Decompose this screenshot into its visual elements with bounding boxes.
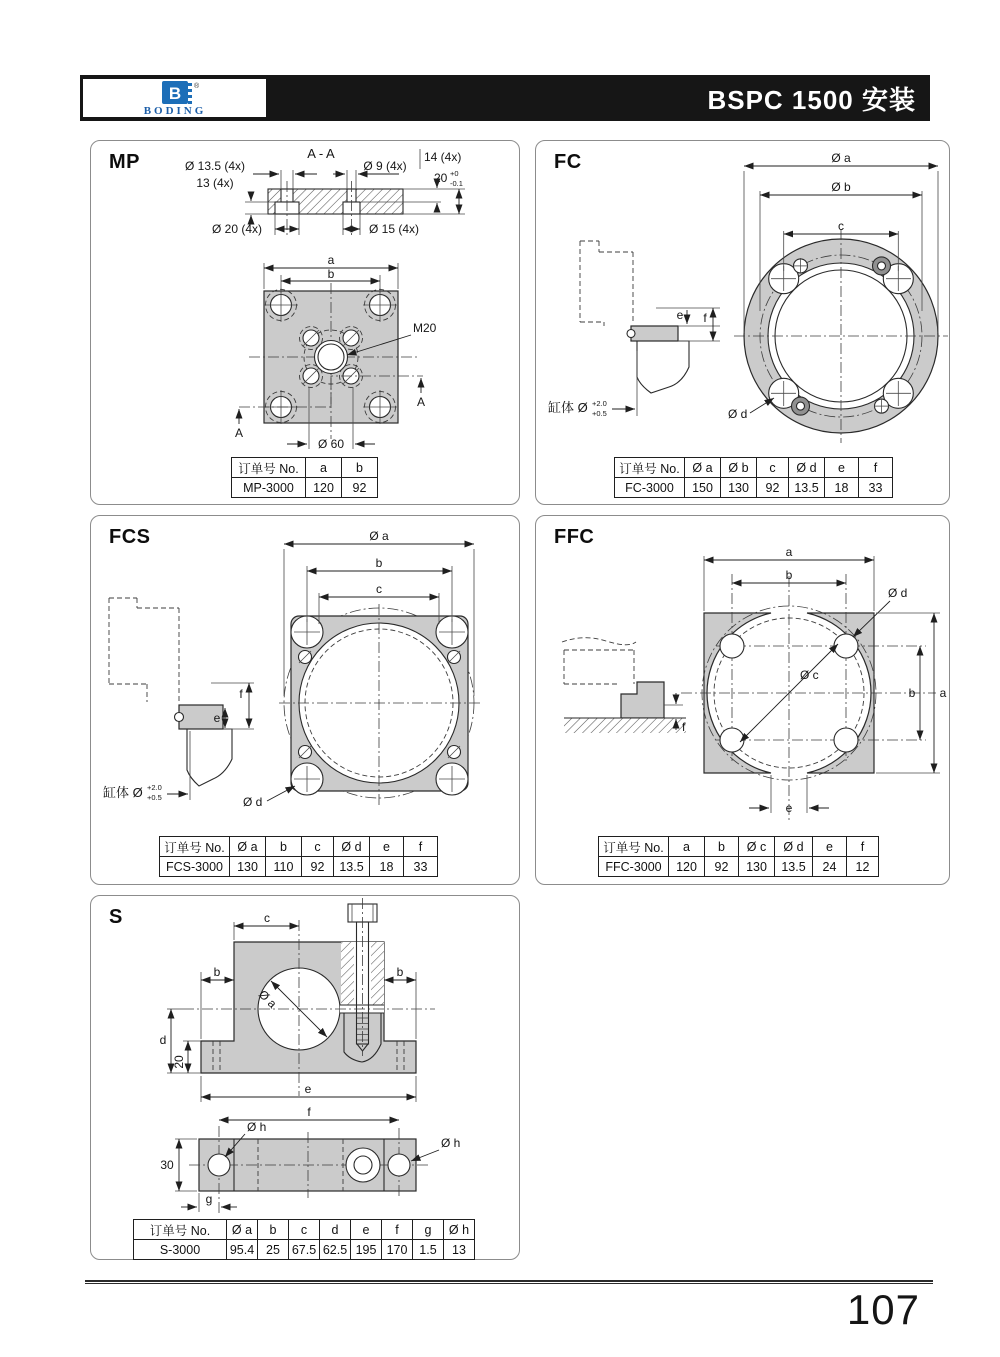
ffc-table [598, 836, 879, 877]
table-cell: 62.5 [320, 1240, 351, 1260]
table-header-cell: e [813, 837, 847, 857]
table-header-cell: d [320, 1220, 351, 1240]
table-cell: 130 [739, 857, 775, 877]
table-cell: 13 [444, 1240, 475, 1260]
mp-depth-14-label: 14 (4x) [424, 150, 462, 164]
fcs-drawing [91, 516, 521, 886]
table-cell: 92 [705, 857, 739, 877]
fc-table [614, 457, 893, 498]
s-dim-c-label: c [264, 911, 270, 925]
table-header-cell: c [757, 458, 789, 478]
fcs-side-view [103, 598, 254, 802]
table-header-cell: Ø a [227, 1220, 258, 1240]
table-cell: MP-3000 [232, 478, 306, 498]
table-cell: 150 [685, 478, 721, 498]
fc-drawing [536, 141, 951, 506]
table-header-cell: Ø d [334, 837, 370, 857]
s-dim-da-label: Ø a [255, 987, 280, 1011]
mp-thread-label: M20 [413, 321, 437, 335]
mp-section-a-left: A [234, 426, 244, 440]
ffc-table-data-row [599, 857, 879, 877]
table-header-cell: Ø d [789, 458, 825, 478]
table-cell: 18 [370, 857, 404, 877]
fcs-table-header-row [160, 837, 438, 857]
ffc-table-header-row [599, 837, 879, 857]
s-dim-dh-left-label: Ø h [247, 1120, 267, 1134]
table-cell: 110 [266, 857, 302, 877]
table-header-cell: f [859, 458, 893, 478]
ffc-dim-b-top-label: b [785, 568, 793, 582]
ffc-clamp-view [681, 545, 947, 821]
fcs-dim-e-label: e [213, 711, 221, 725]
table-cell: 13.5 [789, 478, 825, 498]
panel-mp [90, 140, 520, 505]
s-bottom-view [160, 1105, 460, 1214]
fcs-table [159, 836, 438, 877]
fc-bore-tol-lower: +0.5 [592, 409, 607, 418]
table-header-cell: Ø c [739, 837, 775, 857]
ffc-dim-a-top-label: a [785, 545, 793, 559]
fc-dim-e-label: e [676, 308, 684, 322]
table-cell: 24 [813, 857, 847, 877]
table-cell: 120 [306, 478, 342, 498]
mp-tol-lower-label: -0.1 [450, 179, 463, 188]
ffc-drawing [536, 516, 951, 886]
logo-brand-text: BODING [143, 105, 206, 116]
fc-dim-c-label: c [838, 219, 844, 233]
fcs-dim-f-label: f [239, 687, 243, 701]
table-header-cell: g [413, 1220, 444, 1240]
table-cell: 13.5 [775, 857, 813, 877]
table-header-cell: a [306, 458, 342, 478]
panel-fcs [90, 515, 520, 885]
table-header-cell: b [342, 458, 378, 478]
table-cell: 92 [757, 478, 789, 498]
fcs-dim-da-label: Ø a [369, 529, 389, 543]
page-header [80, 75, 930, 121]
mp-table-data-row [232, 478, 378, 498]
table-header-cell: 订单号 No. [615, 458, 685, 478]
fc-dim-f-label: f [703, 311, 707, 325]
boding-logo-icon [90, 80, 260, 116]
table-cell: 120 [669, 857, 705, 877]
panel-mp-title: MP [109, 151, 140, 173]
fc-table-data-row [615, 478, 893, 498]
ffc-side-view [562, 638, 686, 734]
table-header-cell: 订单号 No. [134, 1220, 227, 1240]
fcs-dim-dd-label: Ø d [243, 795, 263, 809]
table-cell: 18 [825, 478, 859, 498]
ffc-dim-b-right-label: b [908, 686, 916, 700]
panel-fc [535, 140, 950, 505]
ffc-dim-dc-label: Ø c [800, 668, 819, 682]
table-cell: 12 [847, 857, 879, 877]
s-dim-b-left-label: b [213, 965, 221, 979]
table-header-cell: Ø h [444, 1220, 475, 1240]
mp-table [231, 457, 378, 498]
footer-rule [85, 1280, 933, 1284]
ffc-dim-dd-label: Ø d [888, 586, 908, 600]
table-header-cell: b [705, 837, 739, 857]
table-header-cell: Ø b [721, 458, 757, 478]
mp-depth-13-label: 13 (4x) [196, 176, 234, 190]
fcs-dim-c-label: c [376, 582, 382, 596]
table-header-cell: 订单号 No. [160, 837, 230, 857]
registered-mark-icon: ® [193, 83, 199, 90]
logo-letter: B [168, 84, 181, 103]
mp-tol-base-label: 20 [434, 171, 448, 185]
fc-dim-da-label: Ø a [831, 151, 851, 165]
table-cell: 67.5 [289, 1240, 320, 1260]
mp-section-view [185, 146, 465, 237]
mp-dia-60-label: Ø 60 [317, 437, 345, 451]
s-dim-e-label: e [304, 1082, 312, 1096]
fcs-bore-tol-lower: +0.5 [147, 793, 162, 802]
s-table [133, 1219, 475, 1260]
table-header-cell: Ø d [775, 837, 813, 857]
table-header-cell: 订单号 No. [232, 458, 306, 478]
mp-dia-13-5-label: Ø 13.5 (4x) [184, 159, 246, 173]
table-cell: 1.5 [413, 1240, 444, 1260]
s-dim-b-right-label: b [396, 965, 404, 979]
fcs-bore-tol-upper: +2.0 [147, 783, 162, 792]
panel-s-title: S [109, 906, 123, 928]
table-header-cell: f [847, 837, 879, 857]
s-front-view [160, 898, 435, 1102]
s-dim-g-label: g [205, 1192, 213, 1206]
panel-ffc [535, 515, 950, 885]
table-cell: 33 [859, 478, 893, 498]
table-cell: 95.4 [227, 1240, 258, 1260]
panel-s [90, 895, 520, 1260]
s-dim-dh-right-label: Ø h [441, 1136, 461, 1150]
table-header-cell: Ø a [685, 458, 721, 478]
s-table-header-row [134, 1220, 475, 1240]
table-cell: 13.5 [334, 857, 370, 877]
mp-drawing [91, 141, 521, 506]
logo-mark [162, 81, 192, 104]
mp-dim-a-label: a [327, 253, 335, 267]
table-cell: FCS-3000 [160, 857, 230, 877]
fcs-table-data-row [160, 857, 438, 877]
table-cell: 195 [351, 1240, 382, 1260]
mp-dia-9-label: Ø 9 (4x) [363, 159, 407, 173]
fc-bore-label: 缸体 Ø [548, 400, 588, 415]
ffc-dim-e-label: e [785, 801, 793, 815]
s-dim-30-label: 30 [160, 1158, 174, 1172]
fc-table-header-row [615, 458, 893, 478]
table-header-cell: f [382, 1220, 413, 1240]
table-cell: 170 [382, 1240, 413, 1260]
s-dim-d-label: d [159, 1033, 167, 1047]
fc-dim-dd-label: Ø d [728, 407, 748, 421]
table-header-cell: e [351, 1220, 382, 1240]
table-cell: 130 [721, 478, 757, 498]
ffc-dim-a-right-label: a [939, 686, 947, 700]
mp-tol-upper-label: +0 [450, 169, 459, 178]
mp-section-a-right: A [416, 395, 426, 409]
table-cell: 130 [230, 857, 266, 877]
s-table-data-row [134, 1240, 475, 1260]
mp-dia-15-label: Ø 15 (4x) [368, 222, 420, 236]
s-drawing [91, 896, 521, 1261]
table-header-cell: 订单号 No. [599, 837, 669, 857]
table-header-cell: c [302, 837, 334, 857]
s-dim-20-label: 20 [172, 1055, 186, 1069]
mp-dim-b-label: b [327, 267, 335, 281]
page-number: 107 [846, 1286, 920, 1333]
table-header-cell: Ø a [230, 837, 266, 857]
table-header-cell: e [825, 458, 859, 478]
table-header-cell: b [258, 1220, 289, 1240]
table-cell: 92 [302, 857, 334, 877]
table-cell: 25 [258, 1240, 289, 1260]
fc-bore-tol-upper: +2.0 [592, 399, 607, 408]
table-cell: 92 [342, 478, 378, 498]
panel-ffc-title: FFC [554, 526, 595, 548]
table-header-cell: c [289, 1220, 320, 1240]
panel-fc-title: FC [554, 151, 582, 173]
table-cell: S-3000 [134, 1240, 227, 1260]
mp-table-header-row [232, 458, 378, 478]
s-dim-f-label: f [307, 1105, 311, 1119]
fc-dim-db-label: Ø b [831, 180, 851, 194]
table-header-cell: f [404, 837, 438, 857]
table-header-cell: a [669, 837, 705, 857]
table-header-cell: e [370, 837, 404, 857]
panel-fcs-title: FCS [109, 526, 151, 548]
fcs-dim-b-label: b [375, 556, 383, 570]
fcs-flange-view [243, 529, 481, 809]
table-cell: 33 [404, 857, 438, 877]
table-header-cell: b [266, 837, 302, 857]
fcs-bore-label: 缸体 Ø [103, 785, 143, 800]
table-cell: FC-3000 [615, 478, 685, 498]
mp-section-title: A - A [307, 146, 335, 161]
fc-side-view [548, 241, 720, 418]
ffc-dim-f-label: f [682, 720, 686, 734]
table-cell: FFC-3000 [599, 857, 669, 877]
mp-front-view [235, 253, 437, 451]
page-title: BSPC 1500 安装 [707, 84, 916, 115]
mp-dia-20-label: Ø 20 (4x) [211, 222, 263, 236]
brand-logo [83, 79, 266, 117]
fc-flange-view [728, 151, 948, 443]
